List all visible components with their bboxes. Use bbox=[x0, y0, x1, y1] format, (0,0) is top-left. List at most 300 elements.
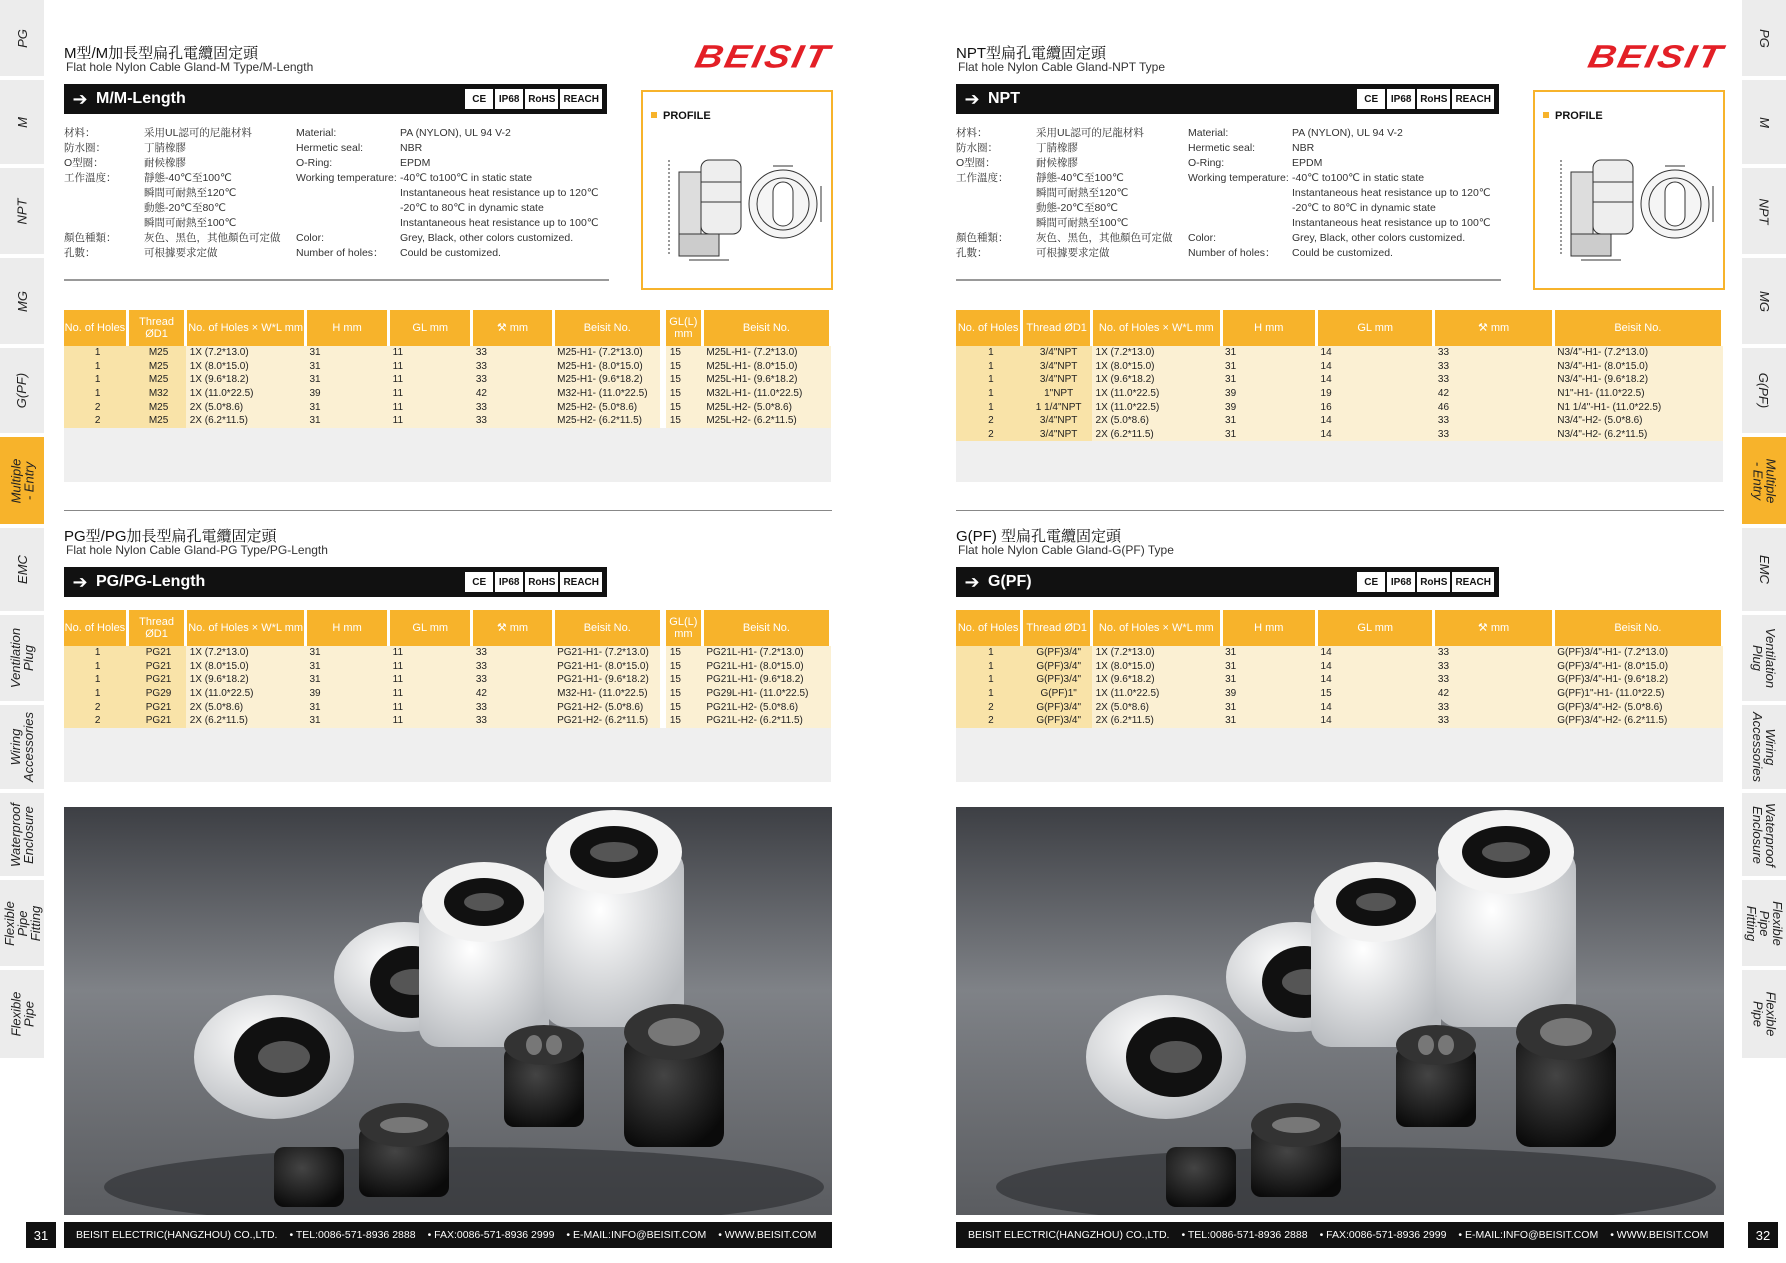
empty-cell bbox=[64, 455, 127, 469]
empty-row bbox=[64, 768, 831, 782]
table-cell: 33 bbox=[472, 373, 553, 387]
empty-cell bbox=[1022, 441, 1092, 455]
table-cell: 3/4"NPT bbox=[1022, 373, 1092, 387]
table-cell: 1 bbox=[64, 373, 127, 387]
empty-cell bbox=[1092, 455, 1221, 469]
empty-cell bbox=[389, 741, 472, 755]
column-header: No. of Holes × W*L mm bbox=[186, 310, 306, 346]
spec-line bbox=[64, 186, 117, 201]
table-header bbox=[64, 310, 831, 346]
table-cell: 33 bbox=[1434, 414, 1553, 428]
footer-item: BEISIT ELECTRIC(HANGZHOU) CO.,LTD. bbox=[76, 1229, 278, 1241]
table-cell: 33 bbox=[1434, 373, 1553, 387]
column-header: H mm bbox=[306, 310, 389, 346]
empty-row bbox=[956, 728, 1723, 742]
product-type-bar bbox=[64, 84, 607, 114]
table-cell: 1 bbox=[64, 660, 127, 674]
profile-label: PROFILE bbox=[651, 110, 711, 122]
column-header: Beisit No. bbox=[702, 610, 830, 646]
table-cell: 1 bbox=[64, 360, 127, 374]
empty-cell bbox=[1317, 741, 1434, 755]
table-cell: 31 bbox=[1221, 700, 1316, 714]
spec-line: Instantaneous heat resistance up to 120℃ bbox=[1292, 187, 1491, 199]
product-type-name: M/M-Length bbox=[96, 90, 186, 107]
empty-cell bbox=[1553, 755, 1722, 769]
table-cell: G(PF)3/4" bbox=[1022, 714, 1092, 728]
table-cell: 33 bbox=[472, 673, 553, 687]
empty-cell bbox=[186, 768, 306, 782]
table-cell: 15 bbox=[663, 673, 702, 687]
cert-rohs-badge: RoHS bbox=[1416, 88, 1451, 110]
empty-cell bbox=[663, 441, 702, 455]
tab-multiple-entry[interactable] bbox=[0, 437, 44, 526]
empty-cell bbox=[306, 468, 389, 482]
cable-glands-image bbox=[64, 807, 832, 1215]
table-cell: 31 bbox=[1221, 360, 1317, 374]
table-cell: 1 bbox=[956, 660, 1022, 674]
empty-cell bbox=[64, 728, 127, 742]
table-cell: 31 bbox=[1221, 673, 1316, 687]
table-cell: N1 1/4"-H1- (11.0*22.5) bbox=[1553, 400, 1722, 414]
column-header: ⚒ mm bbox=[1434, 610, 1553, 646]
table-cell: 14 bbox=[1317, 646, 1434, 660]
empty-cell bbox=[1553, 741, 1722, 755]
table-cell: 31 bbox=[1221, 414, 1317, 428]
tab-npt[interactable] bbox=[1742, 168, 1786, 256]
cert-ce-badge: CE bbox=[1356, 571, 1386, 593]
table-cell: 33 bbox=[1434, 673, 1553, 687]
table-cell: 16 bbox=[1317, 400, 1434, 414]
footer-item: • FAX:0086-571-8936 2999 bbox=[427, 1229, 555, 1241]
spec-line: Could be customized. bbox=[400, 247, 501, 259]
table-cell: 2X (6.2*11.5) bbox=[1092, 428, 1221, 442]
table-row bbox=[64, 373, 831, 387]
empty-cell bbox=[702, 768, 830, 782]
table-cell: PG21L-H1- (9.6*18.2) bbox=[702, 673, 830, 687]
empty-cell bbox=[956, 741, 1022, 755]
spec-line: PA (NYLON), UL 94 V-2 bbox=[1292, 127, 1403, 139]
empty-cell bbox=[64, 755, 127, 769]
tab-label: Ventilation Plug bbox=[1750, 627, 1779, 689]
table-cell: PG21-H1- (7.2*13.0) bbox=[553, 646, 663, 660]
table-cell: PG21 bbox=[127, 673, 185, 687]
tab-flexible-pipe[interactable] bbox=[1742, 970, 1786, 1060]
table-header bbox=[956, 610, 1723, 646]
tab-m[interactable] bbox=[0, 80, 44, 166]
spec-line bbox=[296, 186, 397, 201]
table-cell: 15 bbox=[663, 714, 702, 728]
spec-column bbox=[64, 126, 117, 261]
table-cell: PG29 bbox=[127, 687, 185, 701]
table-cell: 2 bbox=[64, 414, 127, 428]
footer-item: • E-MAIL:INFO@BEISIT.COM bbox=[566, 1229, 707, 1241]
empty-cell bbox=[1092, 728, 1221, 742]
empty-row bbox=[956, 768, 1723, 782]
spec-line: 灰色、黑色，其他顏色可定做 bbox=[144, 232, 281, 244]
empty-cell bbox=[1317, 441, 1434, 455]
contact-footer bbox=[956, 1222, 1724, 1248]
table-cell: M25 bbox=[127, 346, 185, 360]
empty-cell bbox=[1022, 468, 1092, 482]
tab-flexible-pipe-fitting[interactable] bbox=[1742, 880, 1786, 968]
cert-rohs-badge: RoHS bbox=[524, 571, 559, 593]
table-cell: 1 bbox=[956, 387, 1022, 401]
column-header: No. of Holes bbox=[956, 310, 1022, 346]
tab-waterproof-enclosure[interactable] bbox=[0, 793, 44, 878]
table-cell: 1X (7.2*13.0) bbox=[1092, 346, 1221, 360]
table-cell: M25L-H2- (5.0*8.6) bbox=[702, 400, 830, 414]
table-row bbox=[64, 687, 831, 701]
column-header: No. of Holes bbox=[64, 610, 127, 646]
divider bbox=[64, 510, 832, 511]
profile-drawing-box bbox=[1533, 90, 1725, 290]
table-cell: 1X (11.0*22.5) bbox=[186, 387, 306, 401]
profile-drawing-box bbox=[641, 90, 833, 290]
column-header: Thread ØD1 bbox=[127, 610, 185, 646]
empty-cell bbox=[702, 755, 830, 769]
table-cell: 1 bbox=[956, 373, 1022, 387]
arrow-right-icon: ➔ bbox=[964, 571, 980, 592]
cert-rohs-badge: RoHS bbox=[1416, 571, 1451, 593]
table-cell: 31 bbox=[1221, 428, 1317, 442]
empty-cell bbox=[663, 768, 702, 782]
tab-g-pf[interactable] bbox=[1742, 348, 1786, 435]
spec-column bbox=[956, 126, 1009, 261]
empty-row bbox=[956, 755, 1723, 769]
cert-reach-badge: REACH bbox=[1451, 88, 1495, 110]
empty-cell bbox=[472, 428, 553, 442]
contact-footer bbox=[64, 1222, 832, 1248]
empty-cell bbox=[64, 428, 127, 442]
spec-line bbox=[64, 201, 117, 216]
table-cell: 39 bbox=[1221, 387, 1317, 401]
empty-cell bbox=[1317, 728, 1434, 742]
empty-cell bbox=[1022, 455, 1092, 469]
table-cell: 1 bbox=[64, 673, 127, 687]
empty-cell bbox=[1434, 441, 1553, 455]
table-cell: 1 bbox=[64, 387, 127, 401]
empty-cell bbox=[702, 441, 830, 455]
empty-cell bbox=[1022, 755, 1092, 769]
column-header: No. of Holes × W*L mm bbox=[1092, 310, 1221, 346]
spec-line: Color: bbox=[296, 232, 325, 244]
table-cell: 14 bbox=[1317, 414, 1434, 428]
table-cell: 3/4"NPT bbox=[1022, 346, 1092, 360]
empty-cell bbox=[663, 741, 702, 755]
empty-cell bbox=[1221, 741, 1316, 755]
table-cell: 1X (11.0*22.5) bbox=[1092, 687, 1221, 701]
table-cell: 31 bbox=[306, 700, 389, 714]
table-cell: 1"NPT bbox=[1022, 387, 1092, 401]
empty-cell bbox=[663, 728, 702, 742]
column-header: GL(L) mm bbox=[663, 310, 702, 346]
empty-cell bbox=[127, 755, 185, 769]
product-spec-table bbox=[956, 610, 1724, 782]
tab-label: Ventilation Plug bbox=[8, 627, 37, 689]
empty-cell bbox=[956, 441, 1022, 455]
table-cell: 33 bbox=[472, 414, 553, 428]
tab-wiring-accessories[interactable] bbox=[0, 705, 44, 791]
tab-g-pf[interactable] bbox=[0, 348, 44, 435]
empty-row bbox=[64, 441, 831, 455]
tab-flexible-pipe-fitting[interactable] bbox=[0, 880, 44, 968]
empty-cell bbox=[553, 728, 663, 742]
spec-line: Instantaneous heat resistance up to 120℃ bbox=[400, 187, 599, 199]
tab-label: Multiple - Entry bbox=[1750, 458, 1779, 503]
spec-column bbox=[1292, 126, 1491, 261]
empty-cell bbox=[956, 755, 1022, 769]
spec-line: Instantaneous heat resistance up to 100℃ bbox=[400, 217, 599, 229]
spec-line: 瞬間可耐熱至100℃ bbox=[144, 217, 237, 229]
empty-cell bbox=[553, 455, 663, 469]
cert-reach-badge: REACH bbox=[559, 88, 603, 110]
tab-ventilation-plug[interactable] bbox=[0, 615, 44, 703]
table-cell: 46 bbox=[1434, 400, 1553, 414]
column-header: No. of Holes bbox=[956, 610, 1022, 646]
spec-line: Grey, Black, other colors customized. bbox=[400, 232, 574, 244]
empty-cell bbox=[472, 741, 553, 755]
table-cell: 2X (5.0*8.6) bbox=[1092, 414, 1221, 428]
empty-cell bbox=[389, 468, 472, 482]
empty-cell bbox=[472, 455, 553, 469]
spec-line: 采用UL認可的尼龍材料 bbox=[144, 127, 252, 139]
tab-waterproof-enclosure[interactable] bbox=[1742, 793, 1786, 878]
tab-multiple-entry[interactable] bbox=[1742, 437, 1786, 526]
table-cell: PG21L-H1- (8.0*15.0) bbox=[702, 660, 830, 674]
tab-m[interactable] bbox=[1742, 80, 1786, 166]
cert-ip68-badge: IP68 bbox=[494, 88, 524, 110]
table-cell: 1X (8.0*15.0) bbox=[1092, 660, 1221, 674]
tab-mg[interactable] bbox=[0, 258, 44, 346]
table-cell: 42 bbox=[1434, 687, 1553, 701]
table-cell: M25 bbox=[127, 373, 185, 387]
empty-cell bbox=[64, 441, 127, 455]
table-body bbox=[956, 646, 1723, 782]
table-cell: G(PF)3/4"-H1- (9.6*18.2) bbox=[1553, 673, 1722, 687]
empty-cell bbox=[702, 741, 830, 755]
spec-line: Color: bbox=[1188, 232, 1217, 244]
table-cell: 1 bbox=[956, 360, 1022, 374]
table-row bbox=[956, 360, 1723, 374]
spec-line: 耐候橡膠 bbox=[1036, 157, 1078, 169]
table-cell: 42 bbox=[472, 687, 553, 701]
tab-label: Flexible Pipe bbox=[1750, 991, 1779, 1037]
empty-cell bbox=[389, 428, 472, 442]
empty-cell bbox=[127, 768, 185, 782]
empty-cell bbox=[1553, 728, 1722, 742]
table-cell: 33 bbox=[472, 346, 553, 360]
table-cell: G(PF)3/4"-H2- (5.0*8.6) bbox=[1553, 700, 1722, 714]
empty-cell bbox=[1317, 768, 1434, 782]
empty-cell bbox=[1317, 468, 1434, 482]
table-cell: 42 bbox=[1434, 387, 1553, 401]
table-cell: 15 bbox=[663, 660, 702, 674]
empty-cell bbox=[306, 741, 389, 755]
tab-emc[interactable] bbox=[0, 528, 44, 613]
spec-line: 丁腈橡膠 bbox=[1036, 142, 1078, 154]
column-header: Beisit No. bbox=[553, 310, 663, 346]
spec-line: 采用UL認可的尼龍材料 bbox=[1036, 127, 1144, 139]
empty-cell bbox=[553, 428, 663, 442]
table-row bbox=[956, 687, 1723, 701]
tab-label: MG bbox=[1756, 290, 1772, 312]
cert-ce-badge: CE bbox=[464, 571, 494, 593]
table-cell: 31 bbox=[306, 414, 389, 428]
table-row bbox=[64, 360, 831, 374]
table-cell: G(PF)3/4"-H1- (7.2*13.0) bbox=[1553, 646, 1722, 660]
table-cell: 2X (5.0*8.6) bbox=[186, 700, 306, 714]
product-spec-table bbox=[956, 310, 1724, 482]
table-cell: 1 bbox=[64, 346, 127, 360]
table-cell: M25L-H2- (6.2*11.5) bbox=[702, 414, 830, 428]
table-cell: 1X (8.0*15.0) bbox=[186, 660, 306, 674]
table-cell: 14 bbox=[1317, 360, 1434, 374]
table-header bbox=[64, 610, 831, 646]
table-cell: M25L-H1- (8.0*15.0) bbox=[702, 360, 830, 374]
tab-emc[interactable] bbox=[1742, 528, 1786, 613]
spec-line: 工作溫度： bbox=[956, 172, 1009, 184]
table-cell: 42 bbox=[472, 387, 553, 401]
empty-cell bbox=[64, 741, 127, 755]
tab-label: Flexible Pipe Fitting bbox=[1, 900, 43, 946]
cert-ip68-badge: IP68 bbox=[1386, 571, 1416, 593]
empty-cell bbox=[1221, 455, 1317, 469]
empty-cell bbox=[472, 468, 553, 482]
table-cell: 33 bbox=[472, 660, 553, 674]
spec-line: NBR bbox=[400, 142, 423, 154]
empty-cell bbox=[186, 468, 306, 482]
spec-line: 瞬間可耐熱至120℃ bbox=[144, 187, 237, 199]
spec-line: 動態-20℃至80℃ bbox=[144, 202, 226, 214]
table-cell: 39 bbox=[306, 387, 389, 401]
empty-cell bbox=[306, 428, 389, 442]
table-cell: G(PF)3/4" bbox=[1022, 646, 1092, 660]
tab-npt[interactable] bbox=[0, 168, 44, 256]
spec-line: NBR bbox=[1292, 142, 1315, 154]
column-header: GL(L) mm bbox=[663, 610, 702, 646]
empty-cell bbox=[1553, 455, 1722, 469]
spec-line: O-Ring: bbox=[1188, 157, 1225, 169]
spec-line: -20℃ to 80℃ in dynamic state bbox=[1292, 202, 1436, 214]
table-cell: M25-H1- (9.6*18.2) bbox=[553, 373, 663, 387]
empty-cell bbox=[956, 455, 1022, 469]
column-header: Thread ØD1 bbox=[127, 310, 185, 346]
spec-line bbox=[1188, 216, 1289, 231]
table-cell: 1X (9.6*18.2) bbox=[186, 673, 306, 687]
empty-cell bbox=[472, 768, 553, 782]
tab-ventilation-plug[interactable] bbox=[1742, 615, 1786, 703]
table-cell: 31 bbox=[1221, 373, 1317, 387]
table-cell: 33 bbox=[1434, 660, 1553, 674]
beisit-logo: BEISIT bbox=[691, 39, 834, 75]
cert-ip68-badge: IP68 bbox=[1386, 88, 1416, 110]
spec-line: 耐候橡膠 bbox=[144, 157, 186, 169]
empty-row bbox=[64, 728, 831, 742]
table-row bbox=[956, 400, 1723, 414]
table-cell: M25L-H1- (9.6*18.2) bbox=[702, 373, 830, 387]
spec-line: Hermetic seal: bbox=[1188, 142, 1256, 154]
tab-label: Wiring Accessories bbox=[1750, 711, 1779, 783]
table-cell: 14 bbox=[1317, 428, 1434, 442]
table-cell: 1 bbox=[956, 687, 1022, 701]
table-cell: 11 bbox=[389, 687, 472, 701]
tab-pg[interactable] bbox=[0, 0, 44, 78]
spec-line: EPDM bbox=[400, 157, 431, 169]
table-cell: 1 bbox=[956, 646, 1022, 660]
table-cell: 31 bbox=[1221, 346, 1317, 360]
spec-line: 可根據要求定做 bbox=[1036, 247, 1110, 259]
spec-line bbox=[1188, 201, 1289, 216]
tab-mg[interactable] bbox=[1742, 258, 1786, 346]
tab-pg[interactable] bbox=[1742, 0, 1786, 78]
table-cell: 33 bbox=[472, 646, 553, 660]
spec-line: 靜態-40℃至100℃ bbox=[1036, 172, 1124, 184]
divider bbox=[64, 279, 609, 281]
spec-line bbox=[956, 216, 1009, 231]
tab-label: M bbox=[1756, 116, 1772, 128]
spec-line: Grey, Black, other colors customized. bbox=[1292, 232, 1466, 244]
table-row bbox=[956, 714, 1723, 728]
empty-cell bbox=[1221, 755, 1316, 769]
table-cell: 11 bbox=[389, 660, 472, 674]
material-specs bbox=[956, 126, 1496, 266]
section-title-en: Flat hole Nylon Cable Gland-G(PF) Type bbox=[958, 543, 1174, 557]
column-header: GL mm bbox=[1317, 310, 1434, 346]
divider bbox=[956, 279, 1501, 281]
spec-line: PA (NYLON), UL 94 V-2 bbox=[400, 127, 511, 139]
empty-cell bbox=[472, 441, 553, 455]
table-cell: 15 bbox=[663, 646, 702, 660]
table-cell: 11 bbox=[389, 360, 472, 374]
left-section-tabs bbox=[0, 0, 44, 1263]
table-cell: 15 bbox=[663, 387, 702, 401]
cert-reach-badge: REACH bbox=[1451, 571, 1495, 593]
table-cell: 33 bbox=[1434, 700, 1553, 714]
empty-row bbox=[64, 468, 831, 482]
empty-cell bbox=[956, 768, 1022, 782]
cert-ce-badge: CE bbox=[464, 88, 494, 110]
tab-label: Waterproof Enclosure bbox=[8, 802, 37, 867]
table-cell: 19 bbox=[1317, 387, 1434, 401]
certification-badges bbox=[464, 88, 603, 110]
empty-cell bbox=[1092, 741, 1221, 755]
table-cell: 15 bbox=[1317, 687, 1434, 701]
spec-line: Number of holes： bbox=[1188, 247, 1276, 259]
empty-cell bbox=[1221, 768, 1316, 782]
table-cell: 14 bbox=[1317, 346, 1434, 360]
tab-label: G(PF) bbox=[14, 372, 30, 409]
column-header: GL mm bbox=[389, 310, 472, 346]
empty-cell bbox=[1221, 441, 1317, 455]
column-header: H mm bbox=[306, 610, 389, 646]
spec-line: 灰色、黑色，其他顏色可定做 bbox=[1036, 232, 1173, 244]
tab-flexible-pipe[interactable] bbox=[0, 970, 44, 1060]
footer-item: • TEL:0086-571-8936 2888 bbox=[289, 1229, 416, 1241]
table-cell: 2 bbox=[956, 428, 1022, 442]
table-cell: 11 bbox=[389, 346, 472, 360]
table-cell: N3/4"-H2- (6.2*11.5) bbox=[1553, 428, 1722, 442]
spec-line: -40℃ to100℃ in static state bbox=[1292, 172, 1425, 184]
certification-badges bbox=[1356, 571, 1495, 593]
spec-line bbox=[296, 201, 397, 216]
table-body bbox=[64, 646, 831, 782]
table-cell: M32-H1- (11.0*22.5) bbox=[553, 387, 663, 401]
empty-row bbox=[64, 755, 831, 769]
tab-wiring-accessories[interactable] bbox=[1742, 705, 1786, 791]
table-cell: M25 bbox=[127, 360, 185, 374]
table-cell: 15 bbox=[663, 346, 702, 360]
table-cell: PG21 bbox=[127, 700, 185, 714]
